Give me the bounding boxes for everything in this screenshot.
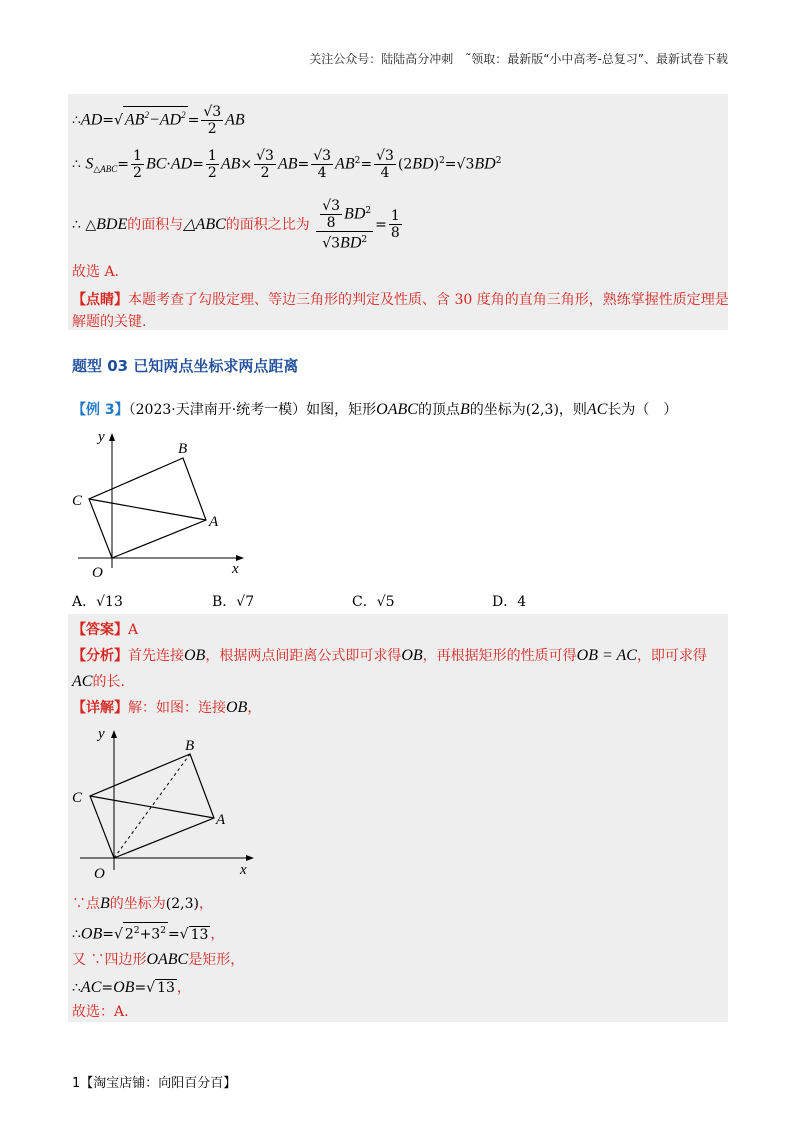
option-b: B．√7 — [212, 594, 255, 610]
figure-rectangle-1 — [68, 425, 258, 585]
label-a: A — [209, 514, 219, 530]
analysis-line-1: 【分析】首先连接OB，根据两点间距离公式即可求得OB，再根据矩形的性质可得OB = AC，即可求得 — [72, 647, 707, 664]
solution-choice: 故选 A. — [72, 264, 120, 280]
rectangle-oabc — [89, 458, 206, 558]
step-3: 又 ∵四边形OABC是矩形， — [72, 951, 245, 968]
figure-rectangle-2 — [68, 722, 268, 887]
solution-line-ratio: ∴ △BDE的面积与△ABC的面积之比为 $\frac{√3}{8}$ $BD^2$ $√3BD^2$ = $\frac{1}{8}$ — [72, 198, 400, 252]
label-o: O — [94, 866, 105, 882]
label-x: x — [240, 862, 247, 878]
label-a: A — [216, 812, 226, 828]
step-1: ∵点B的坐标为(2,3)， — [72, 895, 213, 912]
solution-line-area: ∴ $S_{\triangle ABC}=$ $\frac{1}{2}$ BC·AD= $\frac{1}{2}$ AB× $\frac{√3}{2}$ AB= $\frac{√3}{4}$ $AB^2=$ $\frac{√3}{4}$ $(2BD)^2=√3BD^2$ — [72, 148, 502, 181]
diagonal-ac — [89, 499, 206, 520]
solution-comment-cont: 解题的关键. — [72, 314, 147, 330]
step-5: 故选：A. — [72, 1004, 129, 1020]
option-a: A．√13 — [72, 594, 123, 610]
rectangle-oabc — [90, 754, 214, 858]
example-question: 【例 3】（2023·天津南开·统考一模）如图，矩形OABC的顶点B的坐标为(2,3)，则AC长为（ ） — [72, 401, 678, 418]
section-title: 题型 03 已知两点坐标求两点距离 — [72, 357, 299, 375]
step-2: ∴OB=√ $2^2+3^2$ =√ 13 ， — [72, 922, 224, 945]
label-y: y — [98, 429, 105, 445]
detail-line: 【详解】解：如图：连接OB， — [72, 699, 262, 716]
diagonal-ac — [90, 796, 214, 818]
step-4: ∴AC=OB=√ 13 ， — [72, 979, 191, 996]
page-footer: 1【淘宝店铺：向阳百分百】 — [72, 1076, 237, 1091]
label-c: C — [72, 493, 83, 509]
page-header: 关注公众号：陆陆高分冲刺 ˜领取：最新版“小中高考-总复习”、最新试卷下载 — [309, 52, 728, 66]
label-b: B — [178, 441, 188, 457]
solution-comment: 【点睛】本题考查了勾股定理、等边三角形的判定及性质、含 30 度角的直角三角形，熟练掌握性质定理是 — [72, 292, 729, 308]
label-c: C — [72, 790, 83, 806]
x-axis-arrow — [246, 855, 254, 861]
label-y: y — [98, 726, 105, 742]
label-b: B — [185, 738, 195, 754]
answer-line: 【答案】A — [72, 622, 139, 638]
label-o: O — [92, 565, 103, 581]
y-axis-arrow — [111, 730, 117, 738]
analysis-line-2: AC的长. — [72, 673, 125, 690]
label-x: x — [232, 561, 239, 577]
options-row — [72, 592, 526, 612]
option-c: C．√5 — [352, 594, 395, 610]
option-d: D．4 — [492, 594, 527, 610]
solution-line-ad: ∴AD=√ $AB^2-AD^2$ = $\frac{√3}{2}$ AB — [72, 104, 245, 137]
y-axis-arrow — [109, 433, 115, 441]
